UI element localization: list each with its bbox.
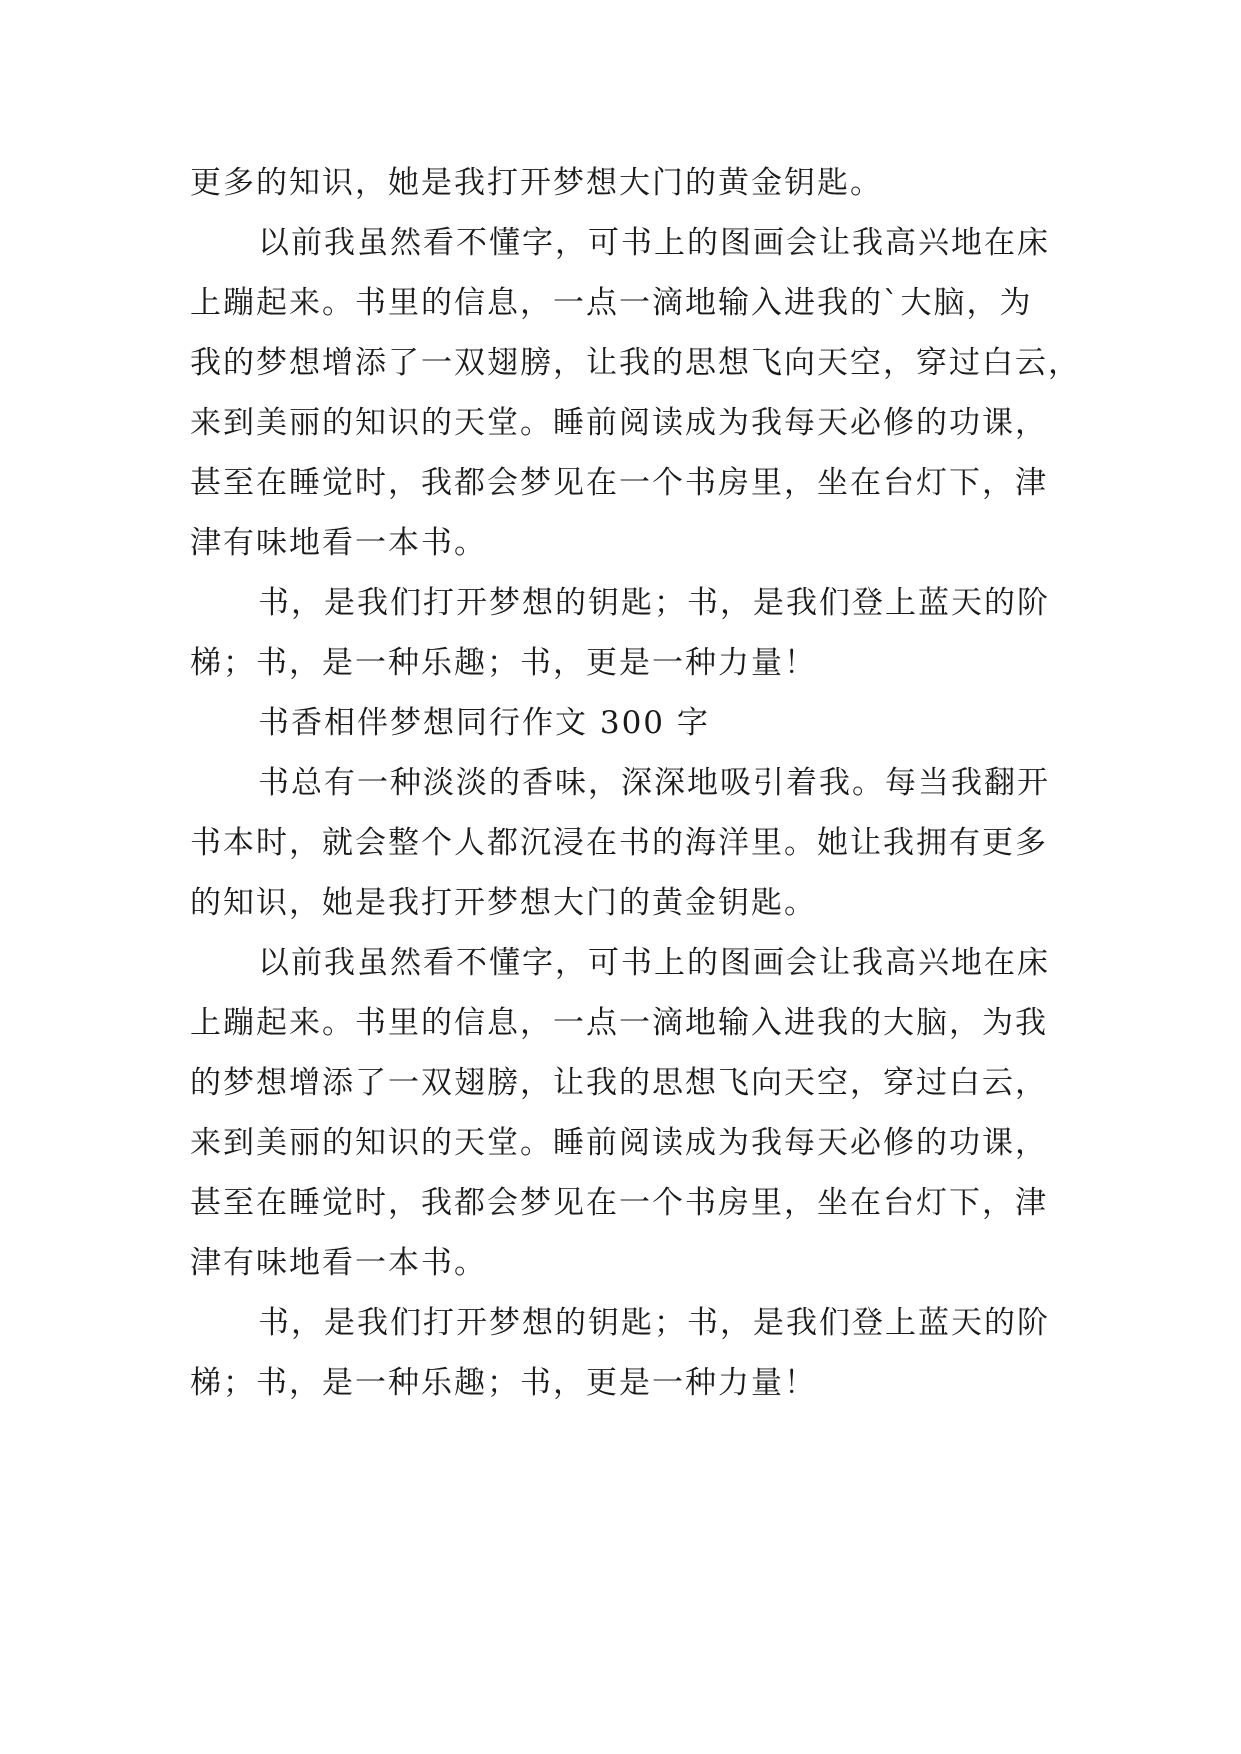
text-line: 来到美丽的知识的天堂。睡前阅读成为我每天必修的功课， — [190, 405, 1048, 441]
text-line: 我的梦想增添了一双翅膀，让我的思想飞向天空，穿过白云， — [190, 345, 1081, 381]
text-line: 梯；书，是一种乐趣；书，更是一种力量！ — [190, 645, 817, 681]
text-line: 津有味地看一本书。 — [190, 1245, 487, 1281]
text-line: 书本时，就会整个人都沉浸在书的海洋里。她让我拥有更多 — [190, 825, 1048, 861]
text-line: 书，是我们打开梦想的钥匙；书，是我们登上蓝天的阶 — [258, 585, 1050, 621]
text-line: 上蹦起来。书里的信息，一点一滴地输入进我的`大脑，为 — [190, 285, 1033, 321]
text-line: 来到美丽的知识的天堂。睡前阅读成为我每天必修的功课， — [190, 1125, 1048, 1161]
text-line: 梯；书，是一种乐趣；书，更是一种力量！ — [190, 1365, 817, 1401]
text-line: 的知识，她是我打开梦想大门的黄金钥匙。 — [190, 885, 817, 921]
text-line: 甚至在睡觉时，我都会梦见在一个书房里，坐在台灯下，津 — [190, 1185, 1048, 1221]
document-body — [190, 153, 1081, 1413]
text-line: 甚至在睡觉时，我都会梦见在一个书房里，坐在台灯下，津 — [190, 465, 1048, 501]
text-line: 书香相伴梦想同行作文 300 字 — [258, 705, 710, 741]
text-line: 上蹦起来。书里的信息，一点一滴地输入进我的大脑，为我 — [190, 1005, 1048, 1041]
text-line: 津有味地看一本书。 — [190, 525, 487, 561]
text-line: 书，是我们打开梦想的钥匙；书，是我们登上蓝天的阶 — [258, 1305, 1050, 1341]
text-line: 以前我虽然看不懂字，可书上的图画会让我高兴地在床 — [258, 225, 1050, 261]
text-line: 更多的知识，她是我打开梦想大门的黄金钥匙。 — [190, 165, 883, 201]
text-line: 以前我虽然看不懂字，可书上的图画会让我高兴地在床 — [258, 945, 1050, 981]
text-line: 的梦想增添了一双翅膀，让我的思想飞向天空，穿过白云， — [190, 1065, 1048, 1101]
text-line: 书总有一种淡淡的香味，深深地吸引着我。每当我翻开 — [258, 765, 1050, 801]
